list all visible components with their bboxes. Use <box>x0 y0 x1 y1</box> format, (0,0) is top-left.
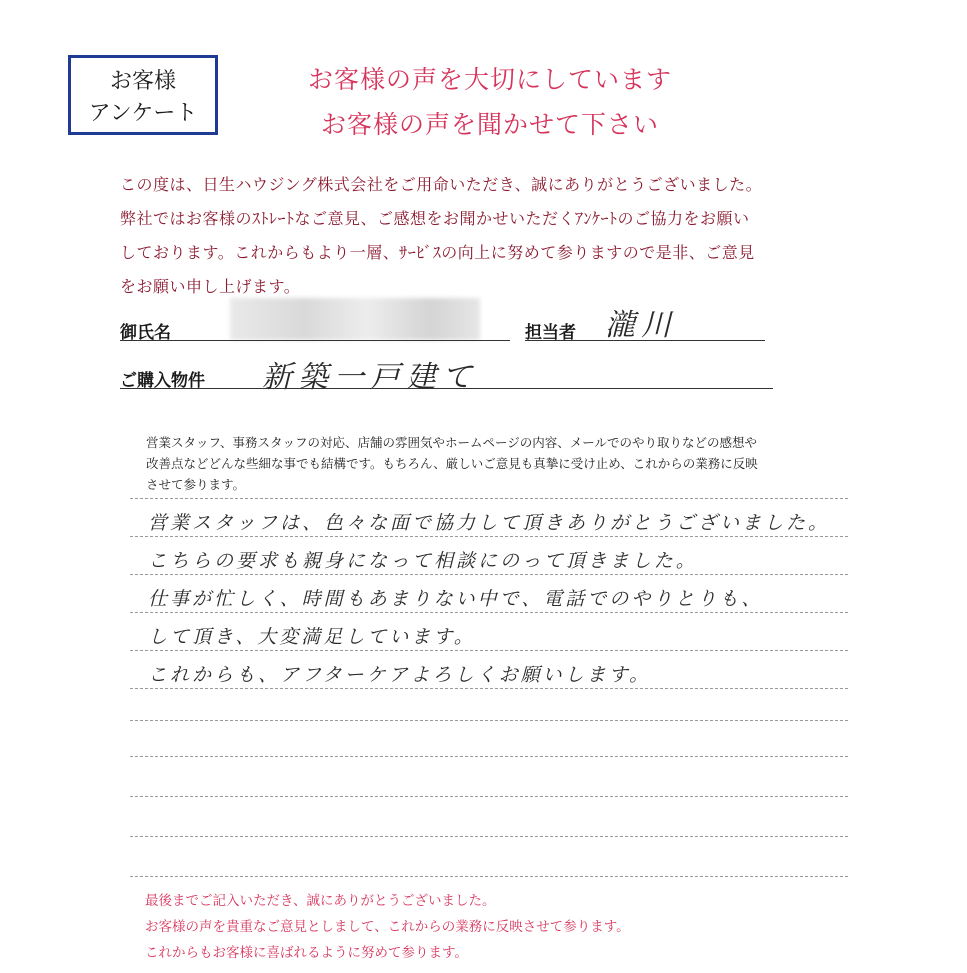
ruled-line <box>130 836 848 837</box>
intro-line-4: をお願い申し上げます。 <box>120 277 301 296</box>
ruled-line <box>130 688 848 689</box>
comment-line-4: して頂き、大変満足しています。 <box>148 626 476 648</box>
ruled-line <box>130 756 848 757</box>
instructions-line-2: 改善点などどんな些細な事でも結構です。もちろん、厳しいご意見も真摯に受け止め、これからの業務に反映 <box>146 456 758 471</box>
name-underline <box>120 340 510 341</box>
redacted-name <box>230 298 480 340</box>
instructions-text <box>146 432 866 495</box>
headline-line-1: お客様の声を大切にしています <box>307 65 672 94</box>
property-label: ご購入物件 <box>120 371 205 391</box>
intro-line-1: この度は、日生ハウジング株式会社をご用命いただき、誠にありがとうございました。 <box>120 175 763 194</box>
closing-text <box>145 888 905 966</box>
ruled-line <box>130 574 848 575</box>
headline-line-2: お客様の声を聞かせて下さい <box>320 110 659 139</box>
ruled-line <box>130 650 848 651</box>
badge-line-1: お客様 <box>109 69 176 94</box>
closing-line-3: これからもお客様に喜ばれるように努めて参ります。 <box>145 945 468 961</box>
ruled-line <box>130 796 848 797</box>
comment-line-3: 仕事が忙しく、時間もあまりない中で、電話でのやりとりも、 <box>148 588 764 610</box>
intro-text <box>120 168 900 304</box>
ruled-line <box>130 498 848 499</box>
ruled-line <box>130 720 848 721</box>
staff-underline <box>525 340 765 341</box>
staff-value: 瀧川 <box>605 308 677 343</box>
closing-line-2: お客様の声を貴重なご意見としまして、これからの業務に反映させて参ります。 <box>145 919 630 935</box>
badge-line-2: アンケート <box>88 101 198 126</box>
property-value: 新築一戸建て <box>262 360 478 395</box>
comment-line-2: こちらの要求も親身になって相談にのって頂きました。 <box>148 550 698 572</box>
name-label: 御氏名 <box>120 323 171 343</box>
survey-badge <box>68 55 218 135</box>
intro-line-2: 弊社ではお客様のｽﾄﾚｰﾄなご意見、ご感想をお聞かせいただくｱﾝｹｰﾄのご協力をお願い <box>120 209 750 228</box>
intro-line-3: しております。これからもより一層、ｻｰﾋﾞｽの向上に努めて参りますので是非、ご意見 <box>120 243 755 262</box>
instructions-line-1: 営業スタッフ、事務スタッフの対応、店舗の雰囲気やホームページの内容、メールでのやり取りなどの感想や <box>146 435 758 450</box>
staff-label: 担当者 <box>525 323 576 343</box>
comment-line-5: これからも、アフターケアよろしくお願いします。 <box>148 664 652 686</box>
closing-line-1: 最後までご記入いただき、誠にありがとうございました。 <box>145 893 496 909</box>
ruled-line <box>130 876 848 877</box>
ruled-line <box>130 536 848 537</box>
instructions-line-3: させて参ります。 <box>146 477 246 492</box>
property-underline <box>120 388 773 389</box>
comment-line-1: 営業スタッフは、色々な面で協力して頂きありがとうございました。 <box>148 512 831 534</box>
ruled-line <box>130 612 848 613</box>
